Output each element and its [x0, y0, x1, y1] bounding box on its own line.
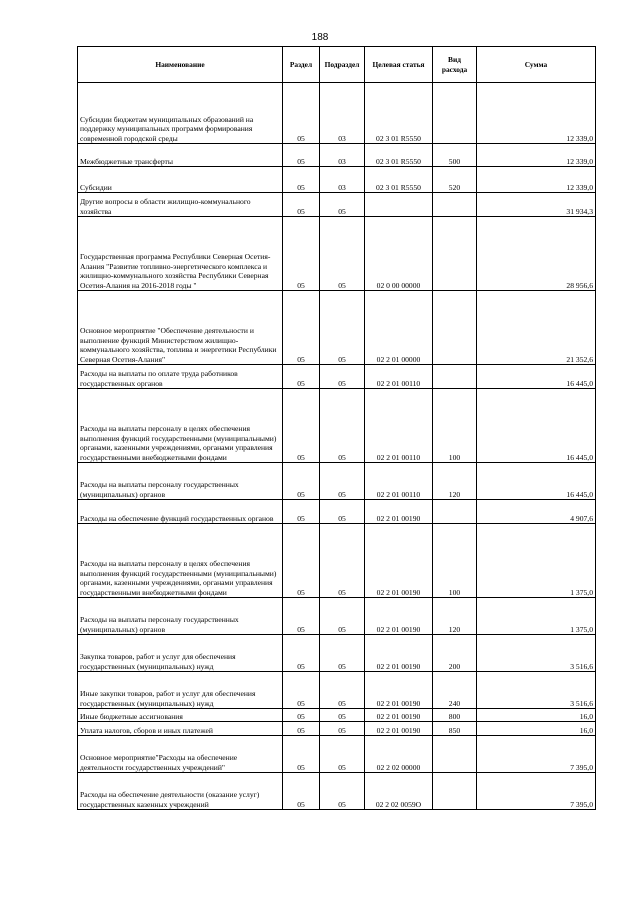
- row-name: Расходы на выплаты по оплате труда работников государственных органов: [78, 365, 283, 389]
- column-header-subsection: Подраздел: [320, 47, 365, 83]
- row-section: 05: [283, 500, 320, 524]
- row-name: Закупка товаров, работ и услуг для обеспечения государственных (муниципальных) нужд: [78, 635, 283, 672]
- row-target: 02 3 01 R5550: [365, 144, 433, 167]
- row-name: Расходы на выплаты персоналу в целях обеспечения выполнения функций государственными (муниципальными) органами, казенными учреждениями, органами управления государственными внебюджетными фондами: [78, 524, 283, 598]
- row-amount: 16,0: [477, 722, 596, 736]
- row-target: 02 2 01 00190: [365, 598, 433, 635]
- row-target: 02 2 01 00110: [365, 365, 433, 389]
- table-row: [78, 709, 596, 722]
- row-amount: 1 375,0: [477, 524, 596, 598]
- row-section: 05: [283, 217, 320, 291]
- row-name: Другие вопросы в области жилищно-коммунального хозяйства: [78, 193, 283, 217]
- row-name: Уплата налогов, сборов и иных платежей: [78, 722, 283, 736]
- table-row: [78, 144, 596, 167]
- row-type: 240: [433, 672, 477, 709]
- table-row: [78, 672, 596, 709]
- row-section: 05: [283, 635, 320, 672]
- row-target: 02 2 01 00190: [365, 709, 433, 722]
- table-row: [78, 524, 596, 598]
- row-target: 02 2 01 00190: [365, 672, 433, 709]
- row-type: 120: [433, 598, 477, 635]
- row-section: 05: [283, 193, 320, 217]
- table-row: [78, 500, 596, 524]
- row-amount: 4 907,6: [477, 500, 596, 524]
- row-subsection: 05: [320, 217, 365, 291]
- row-type: [433, 736, 477, 773]
- row-section: 05: [283, 144, 320, 167]
- table-header-row: [78, 47, 596, 83]
- row-subsection: 05: [320, 524, 365, 598]
- row-amount: 7 395,0: [477, 773, 596, 810]
- row-name: Расходы на обеспечение деятельности (оказание услуг) государственных казенных учреждений: [78, 773, 283, 810]
- row-subsection: 03: [320, 167, 365, 193]
- row-target: 02 2 01 00110: [365, 463, 433, 500]
- row-subsection: 05: [320, 463, 365, 500]
- row-subsection: 03: [320, 83, 365, 144]
- row-target: [365, 193, 433, 217]
- row-subsection: 05: [320, 722, 365, 736]
- row-section: 05: [283, 291, 320, 365]
- table-row: [78, 773, 596, 810]
- row-name: Иные бюджетные ассигнования: [78, 709, 283, 722]
- row-type: [433, 291, 477, 365]
- row-amount: 31 934,3: [477, 193, 596, 217]
- column-header-section: Раздел: [283, 47, 320, 83]
- row-amount: 1 375,0: [477, 598, 596, 635]
- row-target: 02 3 01 R5550: [365, 83, 433, 144]
- row-section: 05: [283, 365, 320, 389]
- table-row: [78, 736, 596, 773]
- table-row: [78, 217, 596, 291]
- row-target: 02 2 01 00190: [365, 635, 433, 672]
- row-target: 02 2 01 00000: [365, 291, 433, 365]
- row-target: 02 2 01 00190: [365, 722, 433, 736]
- column-header-target: Целевая статья: [365, 47, 433, 83]
- table-row: [78, 167, 596, 193]
- row-name: Основное мероприятие "Обеспечение деятельности и выполнение функций Министерством жилищно-коммунального хозяйства, топлива и энергетики Республики Северная Осетия-Алания": [78, 291, 283, 365]
- column-header-name: Наименование: [78, 47, 283, 83]
- row-subsection: 05: [320, 672, 365, 709]
- row-name: Расходы на выплаты персоналу в целях обеспечения выполнения функций государственными (муниципальными) органами, казенными учреждениями, органами управления государственными внебюджетными фондами: [78, 389, 283, 463]
- row-amount: 3 516,6: [477, 635, 596, 672]
- row-subsection: 05: [320, 736, 365, 773]
- row-amount: 7 395,0: [477, 736, 596, 773]
- table-row: [78, 83, 596, 144]
- row-section: 05: [283, 463, 320, 500]
- row-subsection: 03: [320, 144, 365, 167]
- row-target: 02 2 01 00110: [365, 389, 433, 463]
- row-subsection: 05: [320, 635, 365, 672]
- row-section: 05: [283, 709, 320, 722]
- row-section: 05: [283, 672, 320, 709]
- row-amount: 16,0: [477, 709, 596, 722]
- table-row: [78, 193, 596, 217]
- table-row: [78, 365, 596, 389]
- row-subsection: 05: [320, 193, 365, 217]
- row-amount: 12 339,0: [477, 144, 596, 167]
- row-type: [433, 500, 477, 524]
- row-section: 05: [283, 722, 320, 736]
- row-target: 02 0 00 00000: [365, 217, 433, 291]
- table-row: [78, 463, 596, 500]
- row-name: Расходы на обеспечение функций государственных органов: [78, 500, 283, 524]
- row-section: 05: [283, 773, 320, 810]
- row-amount: 21 352,6: [477, 291, 596, 365]
- row-subsection: 05: [320, 773, 365, 810]
- row-type: [433, 365, 477, 389]
- row-amount: 28 956,6: [477, 217, 596, 291]
- table-row: [78, 722, 596, 736]
- row-target: 02 2 02 0059О: [365, 773, 433, 810]
- page-number: 188: [311, 32, 329, 43]
- table-row: [78, 389, 596, 463]
- row-subsection: 05: [320, 500, 365, 524]
- row-target: 02 2 02 00000: [365, 736, 433, 773]
- row-amount: 16 445,0: [477, 389, 596, 463]
- row-type: 850: [433, 722, 477, 736]
- row-type: 200: [433, 635, 477, 672]
- column-header-type: Вид расхода: [433, 47, 477, 83]
- row-amount: 12 339,0: [477, 83, 596, 144]
- row-amount: 16 445,0: [477, 463, 596, 500]
- row-target: 02 2 01 00190: [365, 500, 433, 524]
- row-name: Расходы на выплаты персоналу государственных (муниципальных) органов: [78, 463, 283, 500]
- row-amount: 16 445,0: [477, 365, 596, 389]
- row-section: 05: [283, 167, 320, 193]
- row-type: 500: [433, 144, 477, 167]
- row-section: 05: [283, 524, 320, 598]
- row-name: Основное мероприятие"Расходы на обеспечение деятельности государственных учреждений": [78, 736, 283, 773]
- row-type: [433, 217, 477, 291]
- row-name: Субсидии: [78, 167, 283, 193]
- row-type: 100: [433, 389, 477, 463]
- row-section: 05: [283, 736, 320, 773]
- row-name: Расходы на выплаты персоналу государственных (муниципальных) органов: [78, 598, 283, 635]
- row-section: 05: [283, 83, 320, 144]
- table-row: [78, 291, 596, 365]
- row-subsection: 05: [320, 709, 365, 722]
- row-type: 520: [433, 167, 477, 193]
- row-amount: 12 339,0: [477, 167, 596, 193]
- row-subsection: 05: [320, 291, 365, 365]
- row-name: Иные закупки товаров, работ и услуг для обеспечения государственных (муниципальных) нужд: [78, 672, 283, 709]
- row-type: 100: [433, 524, 477, 598]
- row-type: [433, 773, 477, 810]
- row-subsection: 05: [320, 598, 365, 635]
- row-name: Межбюджетные трансферты: [78, 144, 283, 167]
- row-type: 120: [433, 463, 477, 500]
- row-amount: 3 516,6: [477, 672, 596, 709]
- row-subsection: 05: [320, 365, 365, 389]
- row-subsection: 05: [320, 389, 365, 463]
- row-type: [433, 83, 477, 144]
- table-row: [78, 598, 596, 635]
- row-section: 05: [283, 598, 320, 635]
- row-name: Государственная программа Республики Северная Осетия-Алания "Развитие топливно-энергетического комплекса и жилищно-коммунального хозяйства Республики Северная Осетия-Алания на 2016-2018 годы ": [78, 217, 283, 291]
- budget-table: [77, 46, 596, 810]
- row-name: Субсидии бюджетам муниципальных образований на поддержку муниципальных программ формирования современной городской среды: [78, 83, 283, 144]
- row-target: 02 3 01 R5550: [365, 167, 433, 193]
- row-section: 05: [283, 389, 320, 463]
- row-target: 02 2 01 00190: [365, 524, 433, 598]
- row-type: 800: [433, 709, 477, 722]
- row-type: [433, 193, 477, 217]
- column-header-amount: Сумма: [477, 47, 596, 83]
- table-row: [78, 635, 596, 672]
